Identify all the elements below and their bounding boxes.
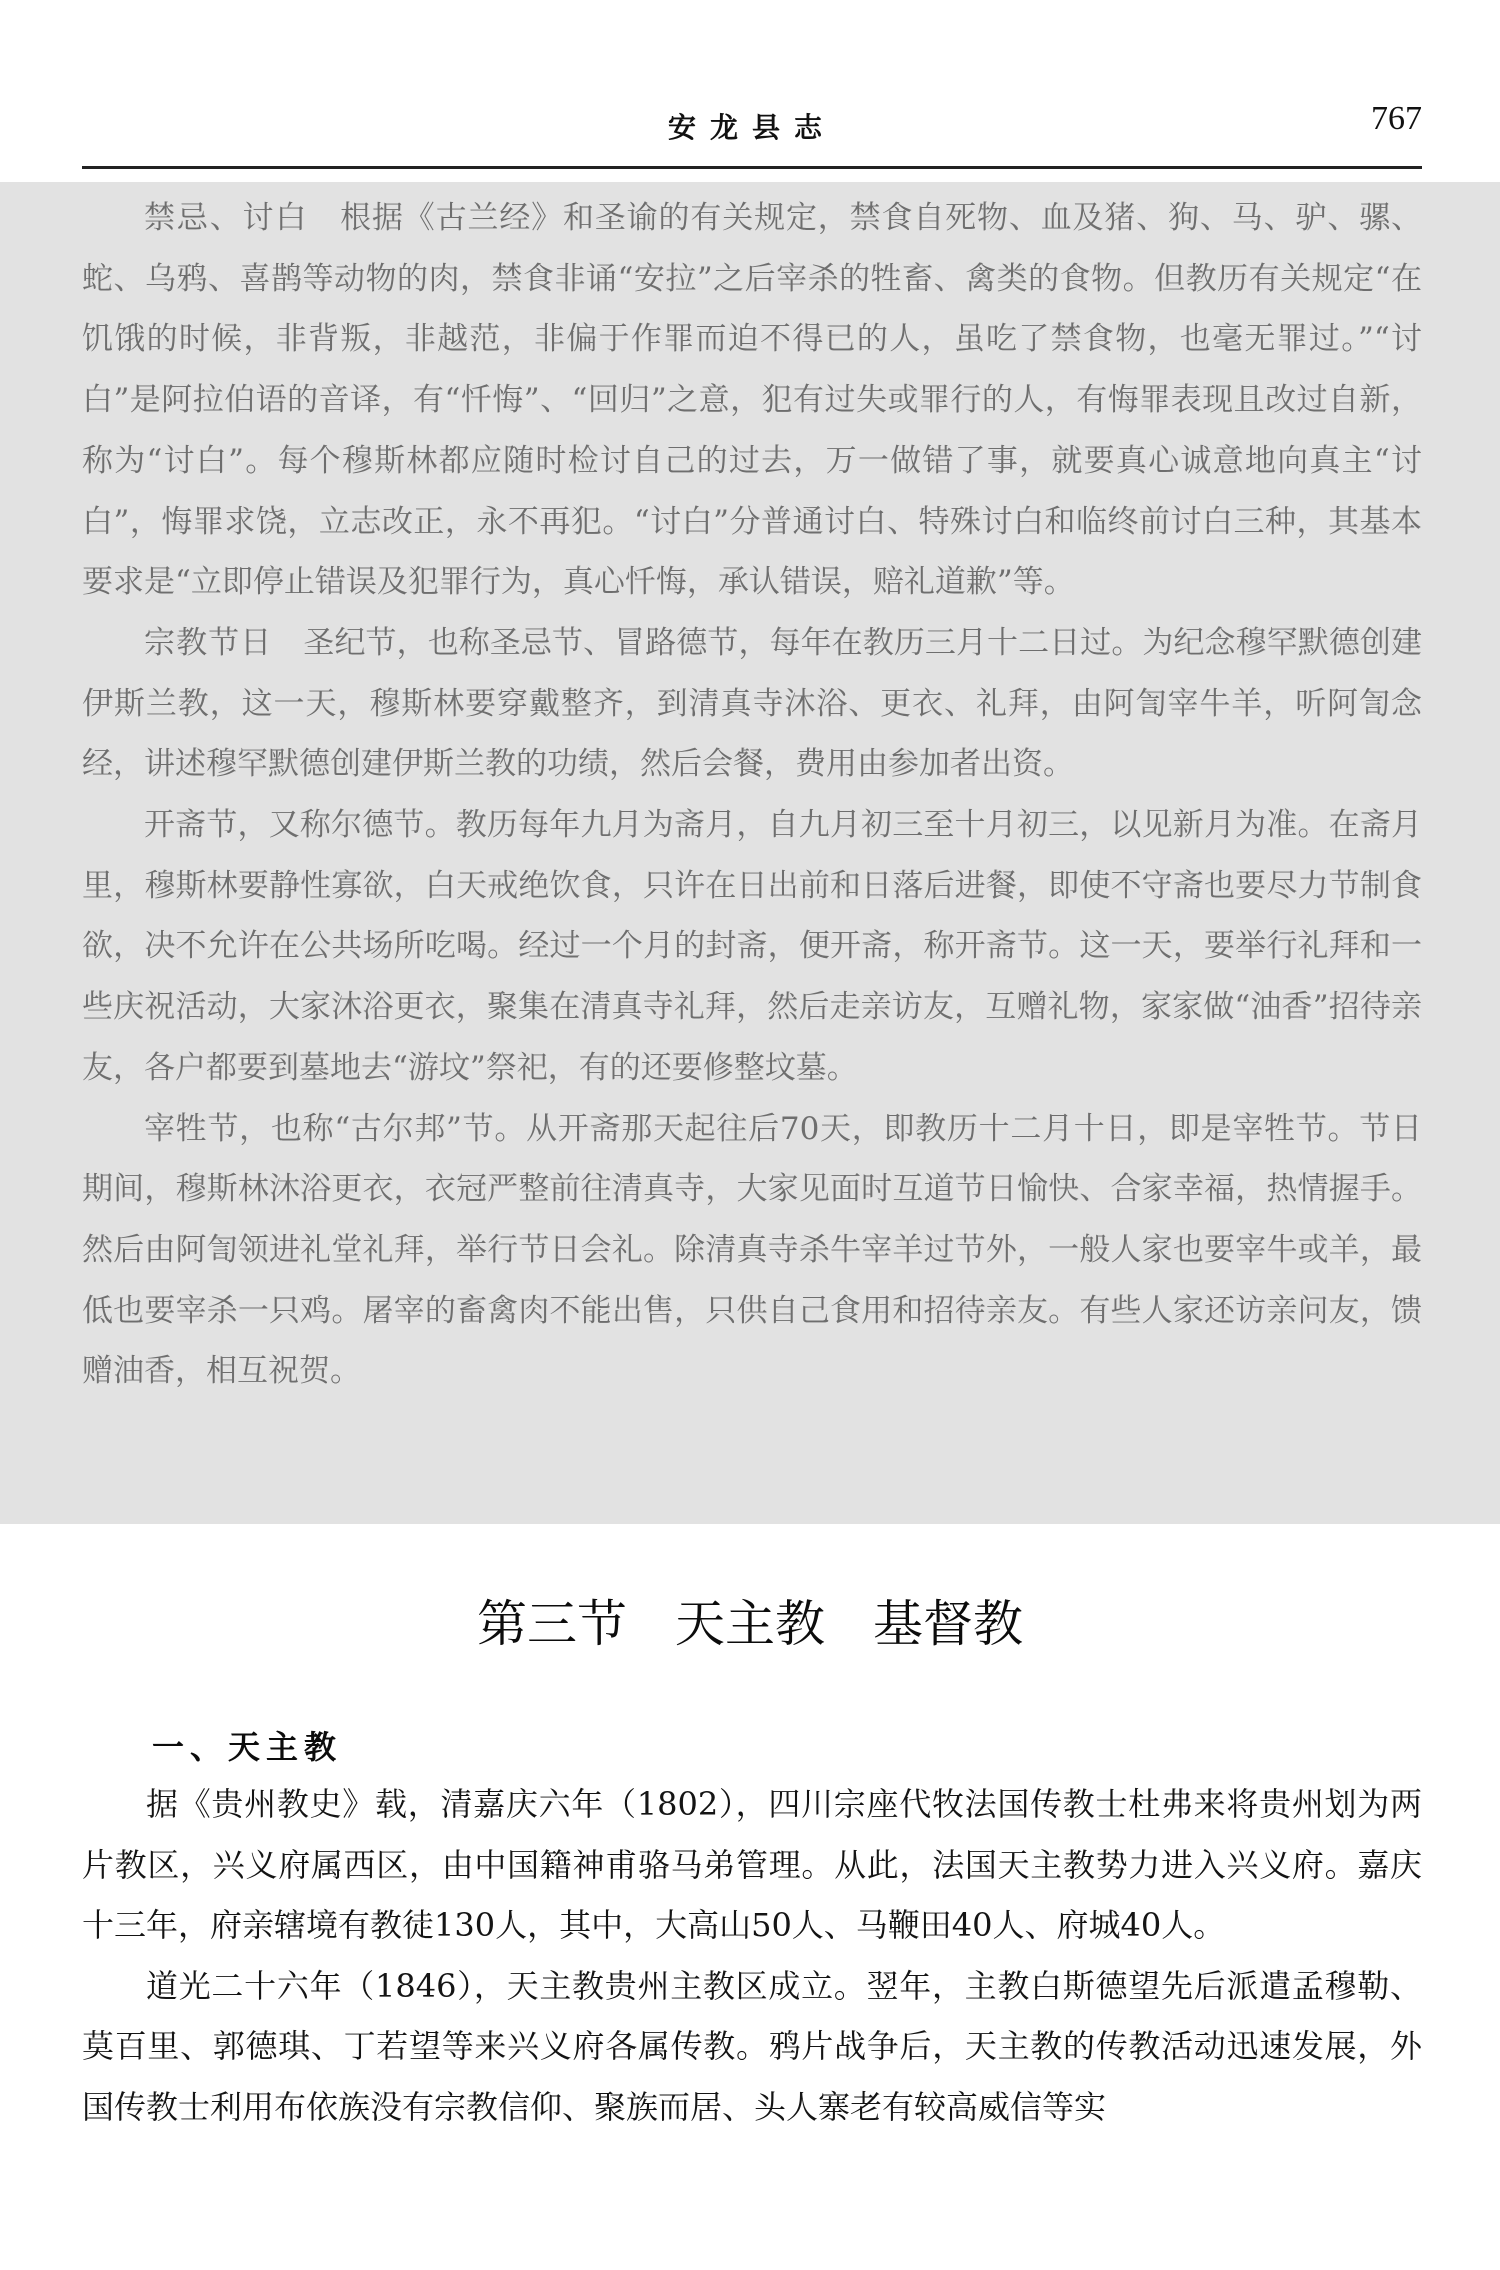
shaded-text-block: [82, 188, 1422, 1402]
paragraph-text: 开斋节，又称尔德节。教历每年九月为斋月，自九月初三至十月初三，以见新月为准。在斋月里，穆斯林要静性寡欲，白天戒绝饮食，只许在日出前和日落后进餐，即使不守斋也要尽力节制食欲，决不允许在公共场所吃喝。经过一个月的封斋，便开斋，称开斋节。这一天，要举行礼拜和一些庆祝活动，大家沐浴更衣，聚集在清真寺礼拜，然后走亲访友，互赠礼物，家家做“油香”招待亲友，各户都要到墓地去“游坟”祭祀，有的还要修整坟墓。: [82, 807, 1422, 1086]
header-rule: [82, 166, 1422, 169]
section-title: [0, 1584, 1500, 1656]
section-title-part: 第三节: [477, 1595, 627, 1653]
paragraph: [82, 188, 1422, 613]
page-header: [82, 96, 1422, 156]
section-title-part: 天主教: [675, 1595, 825, 1653]
paragraph-text: 圣纪节，也称圣忌节、冒路德节，每年在教历三月十二日过。为纪念穆罕默德创建伊斯兰教，这一天，穆斯林要穿戴整齐，到清真寺沐浴、更衣、礼拜，由阿訇宰牛羊，听阿訇念经，讲述穆罕默德创建伊斯兰教的功绩，然后会餐，费用由参加者出资。: [82, 624, 1423, 783]
paragraph-text: 宰牲节，也称“古尔邦”节。从开斋那天起往后70天，即教历十二月十日，即是宰牲节。节日期间，穆斯林沐浴更衣，衣冠严整前往清真寺，大家见面时互道节日愉快、合家幸福，热情握手。然后由阿訇领进礼堂礼拜，举行节日会礼。除清真寺杀牛宰羊过节外，一般人家也要宰牛或羊，最低也要宰杀一只鸡。屠宰的畜禽肉不能出售，只供自己食用和招待亲友。有些人家还访亲问友，馈赠油香，相互祝贺。: [82, 1110, 1422, 1390]
running-title: 安龙县志: [667, 111, 836, 144]
paragraph: [82, 613, 1422, 795]
body-text-block: [82, 1774, 1422, 2137]
paragraph-text: 根据《古兰经》和圣谕的有关规定，禁食自死物、血及猪、狗、马、驴、骡、蛇、乌鸦、喜鹊等动物的肉，禁食非诵“安拉”之后宰杀的牲畜、禽类的食物。但教历有关规定“在饥饿的时候，非背叛，非越范，非偏于作罪而迫不得已的人，虽吃了禁食物，也毫无罪过。”“讨白”是阿拉伯语的音译，有“忏悔”、“回归”之意，犯有过失或罪行的人，有悔罪表现且改过自新，称为“讨白”。每个穆斯林都应随时检讨自己的过去，万一做错了事，就要真心诚意地向真主“讨白”，悔罪求饶，立志改正，永不再犯。“讨白”分普通讨白、特殊讨白和临终前讨白三种，其基本要求是“立即停止错误及犯罪行为，真心忏悔，承认错误，赔礼道歉”等。: [82, 200, 1423, 601]
page-number: 767: [1371, 100, 1422, 137]
paragraph: 道光二十六年（1846），天主教贵州主教区成立。翌年，主教白斯德望先后派遣孟穆勒、莫百里、郭德琪、丁若望等来兴义府各属传教。鸦片战争后，天主教的传教活动迅速发展，外国传教士利用布依族没有宗教信仰、聚族而居、头人寨老有较高威信等实: [82, 1966, 1422, 2126]
paragraph: 据《贵州教史》载，清嘉庆六年（1802），四川宗座代牧法国传教士杜弗来将贵州划为两片教区，兴义府属西区，由中国籍神甫骆马弟管理。从此，法国天主教势力进入兴义府。嘉庆十三年，府亲辖境有教徒130人，其中，大高山50人、马鞭田40人、府城40人。: [82, 1785, 1422, 1944]
paragraph-lead: 禁忌、讨白: [144, 200, 309, 236]
subsection-heading: 一、天主教: [152, 1728, 343, 1766]
paragraph: [82, 1099, 1422, 1403]
paragraph: [82, 795, 1422, 1099]
paragraph-lead: 宗教节日: [144, 624, 273, 661]
section-title-part: 基督教: [873, 1595, 1023, 1653]
